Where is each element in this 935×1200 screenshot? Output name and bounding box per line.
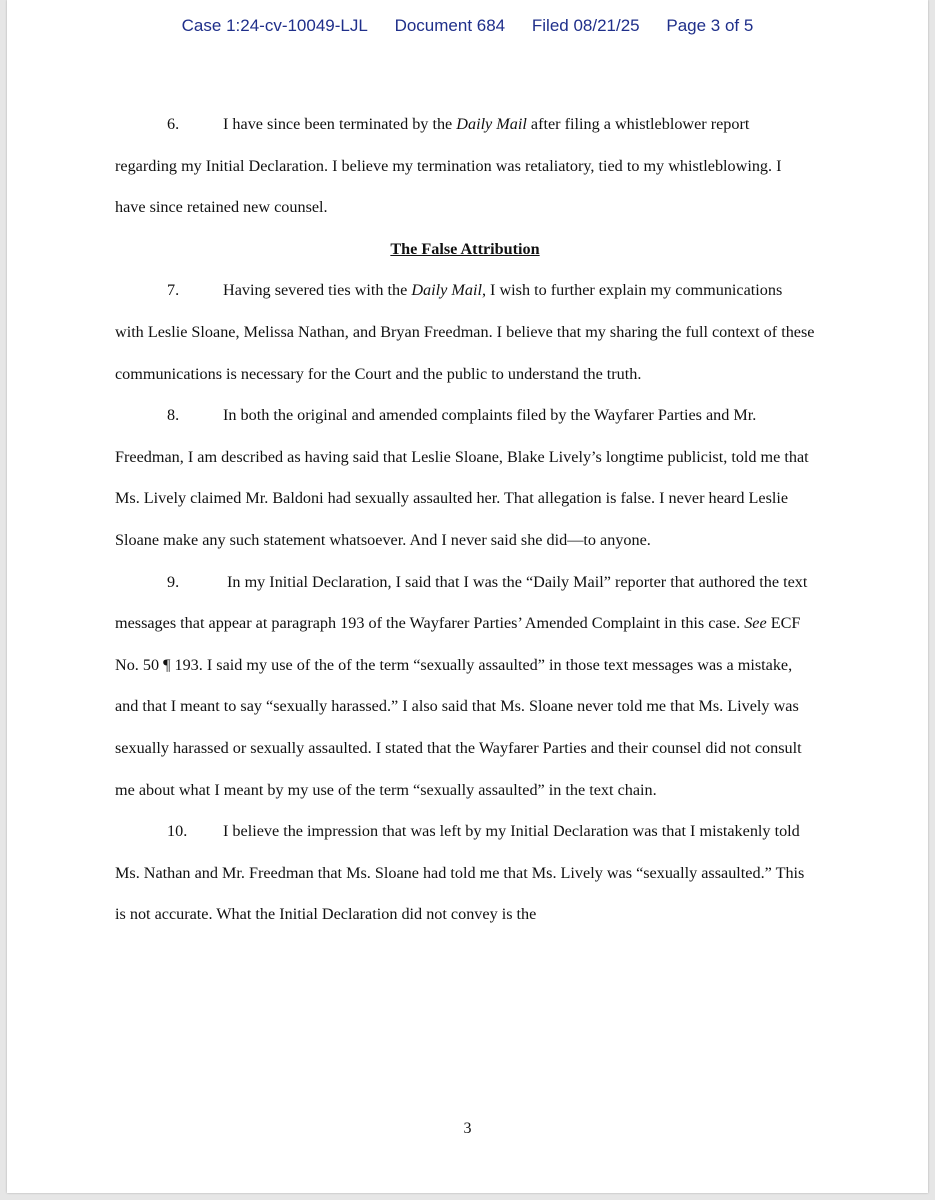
paragraph-text: In both the original and amended complaints filed by the Wayfarer Parties and Mr. Freedman, I am described as having said that Leslie Sloane, Blake Lively’s longtime publicist, told me that Ms. Lively claimed Mr. Baldoni had sexually assaulted her. That allegation is false. I never heard Leslie Sloane make any such statement whatsoever. And I never said she did—to anyone. bbox=[115, 406, 809, 549]
paragraph-italic-text: Daily Mail bbox=[456, 115, 527, 133]
paragraph-6 bbox=[115, 104, 815, 229]
document-page bbox=[7, 0, 928, 1193]
paragraph-7 bbox=[115, 270, 815, 395]
paragraph-italic-text: Daily Mail bbox=[411, 281, 482, 300]
paragraph-number: 6. bbox=[167, 115, 180, 133]
section-heading: The False Attribution bbox=[390, 239, 540, 258]
paragraph-text: Having severed ties with the bbox=[223, 281, 412, 300]
paragraph-10 bbox=[115, 811, 815, 936]
document-body bbox=[115, 104, 815, 936]
paragraph-9 bbox=[115, 562, 815, 812]
filed-date: Filed 08/21/25 bbox=[531, 16, 640, 35]
page-indicator: Page 3 of 5 bbox=[666, 16, 754, 35]
paragraph-text: In my Initial Declaration, I said that I was the “Daily Mail” reporter that authored the text messages that appear at paragraph 193 of the Wayfarer Parties’ Amended Complaint in this case. bbox=[115, 572, 808, 633]
case-number: Case 1:24-cv-10049-LJL bbox=[181, 16, 368, 35]
paragraph-text: ECF No. 50 ¶ 193. I said my use of the of the term “sexually assaulted” in those text messages was a mistake, and that I meant to say “sexually harassed.” I also said that Ms. Sloane never told me that Ms. Lively was sexually harassed or sexually assaulted. I stated that the Wayfarer Parties and their counsel did not consult me about what I meant by my use of the term “sexually assaulted” in the text chain. bbox=[115, 614, 802, 799]
paragraph-text: , I wish to further explain my communications with Leslie Sloane, Melissa Nathan, and Bryan Freedman. I believe that my sharing the full context of these communications is necessary for the Court and the public to understand the truth. bbox=[115, 281, 815, 383]
paragraph-8 bbox=[115, 395, 815, 561]
paragraph-text: I have since been terminated by the bbox=[223, 115, 457, 133]
paragraph-number: 10. bbox=[167, 822, 188, 841]
paragraph-number: 9. bbox=[167, 572, 180, 591]
document-number: Document 684 bbox=[394, 16, 506, 35]
court-filing-header bbox=[7, 16, 928, 36]
paragraph-number: 8. bbox=[167, 406, 180, 425]
paragraph-number: 7. bbox=[167, 281, 180, 300]
paragraph-text: I believe the impression that was left by my Initial Declaration was that I mistakenly told Ms. Nathan and Mr. Freedman that Ms. Sloane had told me that Ms. Lively was “sexually assaulted.” This is not accurate. What the Initial Declaration did not convey is the bbox=[115, 822, 805, 924]
paragraph-text: after filing a whistleblower report regarding my Initial Declaration. I believe my termination was retaliatory, tied to my whistleblowing. I have since retained new counsel. bbox=[115, 115, 782, 217]
page-number-footer: 3 bbox=[463, 1120, 472, 1137]
paragraph-italic-text: See bbox=[744, 614, 767, 633]
